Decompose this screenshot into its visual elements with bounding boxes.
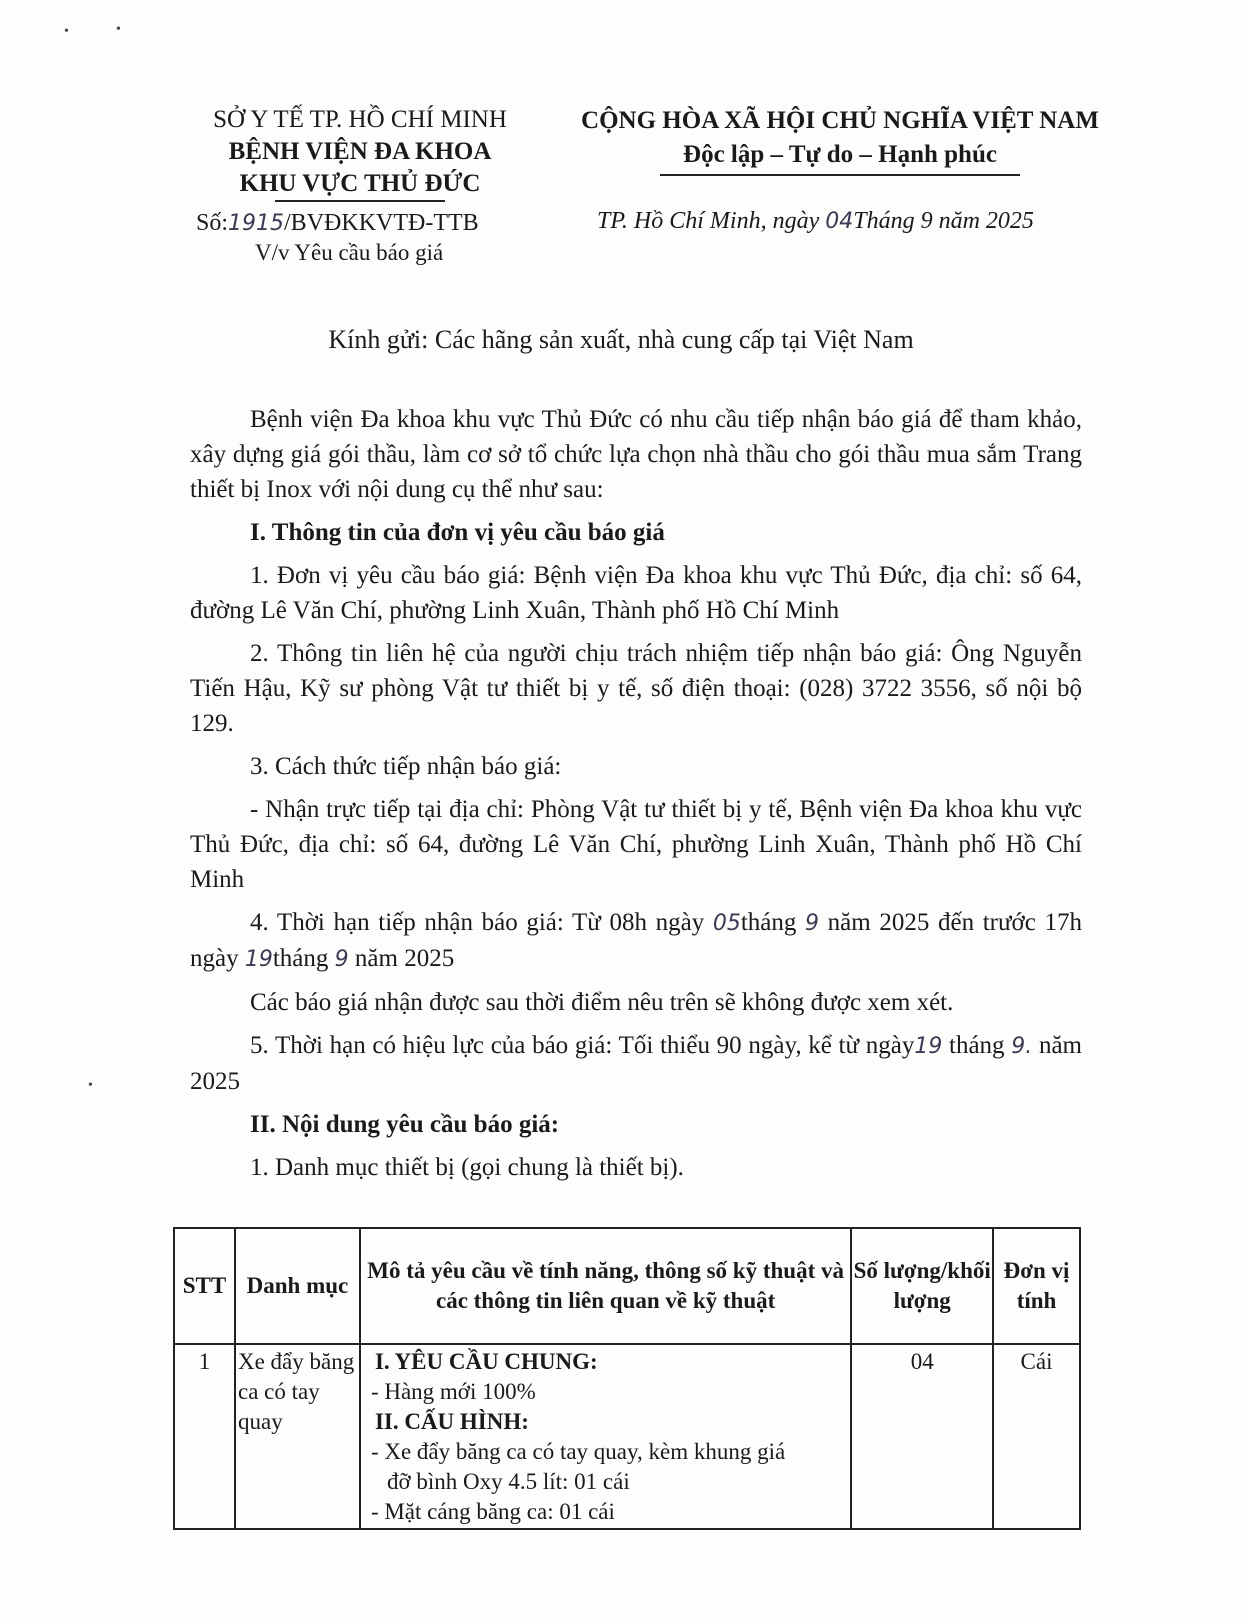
section-2-title: II. Nội dung yêu cầu báo giá: <box>250 1111 560 1138</box>
recipient-line: Kính gửi: Các hãng sản xuất, nhà cung cấp tại Việt Nam <box>328 325 914 354</box>
section-1-note: Các báo giá nhận được sau thời điểm nêu trên sẽ không được xem xét. <box>250 989 954 1016</box>
scan-speck: • <box>64 24 69 39</box>
issuer-block <box>190 104 530 202</box>
item4-day-start: 05 <box>712 911 741 936</box>
cell-mota <box>360 1344 851 1529</box>
section-1-item-3-detail: - Nhận trực tiếp tại địa chỉ: Phòng Vật tư thiết bị y tế, Bệnh viện Đa khoa khu vực Thủ Đức, địa chỉ: số 64, đường Lê Văn Chí, phường Linh Xuân, Thành phố Hồ Chí Minh <box>190 796 1082 893</box>
date-day-handwritten: 04 <box>825 209 854 234</box>
item5-month: 9. <box>1011 1034 1033 1059</box>
table-row <box>174 1344 1080 1529</box>
doc-number-prefix: Số: <box>196 210 229 236</box>
item4-text-1: 4. Thời hạn tiếp nhận báo giá: Từ 08h ngày <box>250 909 713 936</box>
section-1-item-5 <box>190 1028 1082 1099</box>
document-subject: V/v Yêu cầu báo giá <box>255 240 444 265</box>
issuer-line-1: SỞ Y TẾ TP. HỒ CHÍ MINH <box>213 106 507 133</box>
date-prefix: TP. Hồ Chí Minh, ngày <box>597 208 826 234</box>
section-2-item-1: 1. Danh mục thiết bị (gọi chung là thiết bị). <box>250 1154 684 1181</box>
col-header-donvi: Đơn vị tính <box>993 1228 1080 1344</box>
date-suffix: Tháng 9 năm 2025 <box>853 208 1034 234</box>
item4-text-5: năm 2025 <box>348 945 455 972</box>
section-1-title: I. Thông tin của đơn vị yêu cầu báo giá <box>250 519 665 546</box>
intro-paragraph: Bệnh viện Đa khoa khu vực Thủ Đức có nhu cầu tiếp nhận báo giá để tham khảo, xây dựng giá gói thầu, làm cơ sở tổ chức lựa chọn nhà thầu cho gói thầu mua sắm Trang thiết bị Inox với nội dung cụ thể như sau: <box>190 406 1082 503</box>
item5-text-2: tháng <box>942 1032 1012 1059</box>
national-name: CỘNG HÒA XÃ HỘI CHỦ NGHĨA VIỆT NAM <box>581 107 1099 134</box>
item4-text-2: tháng <box>740 909 806 936</box>
cell-danhmuc: Xe đẩy băng ca có tay quay <box>235 1344 360 1529</box>
national-motto-block <box>560 104 1120 176</box>
item4-day-end: 19 <box>244 947 273 972</box>
section-1-item-3: 3. Cách thức tiếp nhận báo giá: <box>250 753 562 780</box>
section-1-item-1: 1. Đơn vị yêu cầu báo giá: Bệnh viện Đa khoa khu vực Thủ Đức, địa chỉ: số 64, đường Lê Văn Chí, phường Linh Xuân, Thành phố Hồ Chí Minh <box>190 562 1082 624</box>
desc-line-2b: đỡ bình Oxy 4.5 lít: 01 cái <box>386 1469 630 1494</box>
cell-donvi: Cái <box>993 1344 1080 1529</box>
scan-speck: • <box>88 1078 93 1093</box>
issuer-line-3: KHU VỰC THỦ ĐỨC <box>239 170 481 197</box>
item4-text-4: tháng <box>272 945 335 972</box>
desc-line-3: - Mặt cáng băng ca: 01 cái <box>370 1499 615 1524</box>
section-1-item-2: 2. Thông tin liên hệ của người chịu trách nhiệm tiếp nhận báo giá: Ông Nguyễn Tiến Hậu, Kỹ sư phòng Vật tư thiết bị y tế, số điện thoại: (028) 3722 3556, số nội bộ 129. <box>190 640 1082 737</box>
desc-line-2: - Xe đẩy băng ca có tay quay, kèm khung giá <box>370 1439 786 1464</box>
col-header-stt: STT <box>174 1228 235 1344</box>
item4-month-start: 9 <box>805 911 820 936</box>
desc-line-1: - Hàng mới 100% <box>370 1379 536 1404</box>
cell-stt: 1 <box>174 1344 235 1529</box>
issuer-underline <box>275 200 445 202</box>
equipment-table <box>173 1227 1081 1530</box>
col-header-danhmuc: Danh mục <box>235 1228 360 1344</box>
item5-text-1: 5. Thời hạn có hiệu lực của báo giá: Tối thiểu 90 ngày, kể từ ngày <box>250 1032 915 1059</box>
motto-underline <box>660 174 1020 176</box>
desc-heading-1: I. YÊU CẦU CHUNG: <box>374 1349 598 1374</box>
scan-speck: • <box>116 22 121 37</box>
table-header-row <box>174 1228 1080 1344</box>
document-body <box>190 402 1082 1185</box>
document-date <box>597 208 1034 235</box>
doc-number-handwritten: 1915 <box>228 211 285 236</box>
desc-heading-2: II. CẤU HÌNH: <box>374 1409 529 1434</box>
item5-day: 19 <box>914 1034 943 1059</box>
issuer-line-2: BỆNH VIỆN ĐA KHOA <box>228 138 492 165</box>
item4-text-3: năm 2025 đến trước 17h ngày <box>190 909 1082 972</box>
doc-number-suffix: /BVĐKKVTĐ-TTB <box>284 210 479 236</box>
col-header-mota: Mô tả yêu cầu về tính năng, thông số kỹ thuật và các thông tin liên quan về kỹ thuật <box>360 1228 851 1344</box>
cell-soluong: 04 <box>851 1344 993 1529</box>
national-motto: Độc lập – Tự do – Hạnh phúc <box>683 141 997 168</box>
col-header-soluong: Số lượng/khối lượng <box>851 1228 993 1344</box>
item5-text-3: năm 2025 <box>190 1032 1082 1095</box>
section-1-item-4 <box>190 905 1082 977</box>
document-number <box>196 210 479 237</box>
item4-month-end: 9 <box>334 947 349 972</box>
